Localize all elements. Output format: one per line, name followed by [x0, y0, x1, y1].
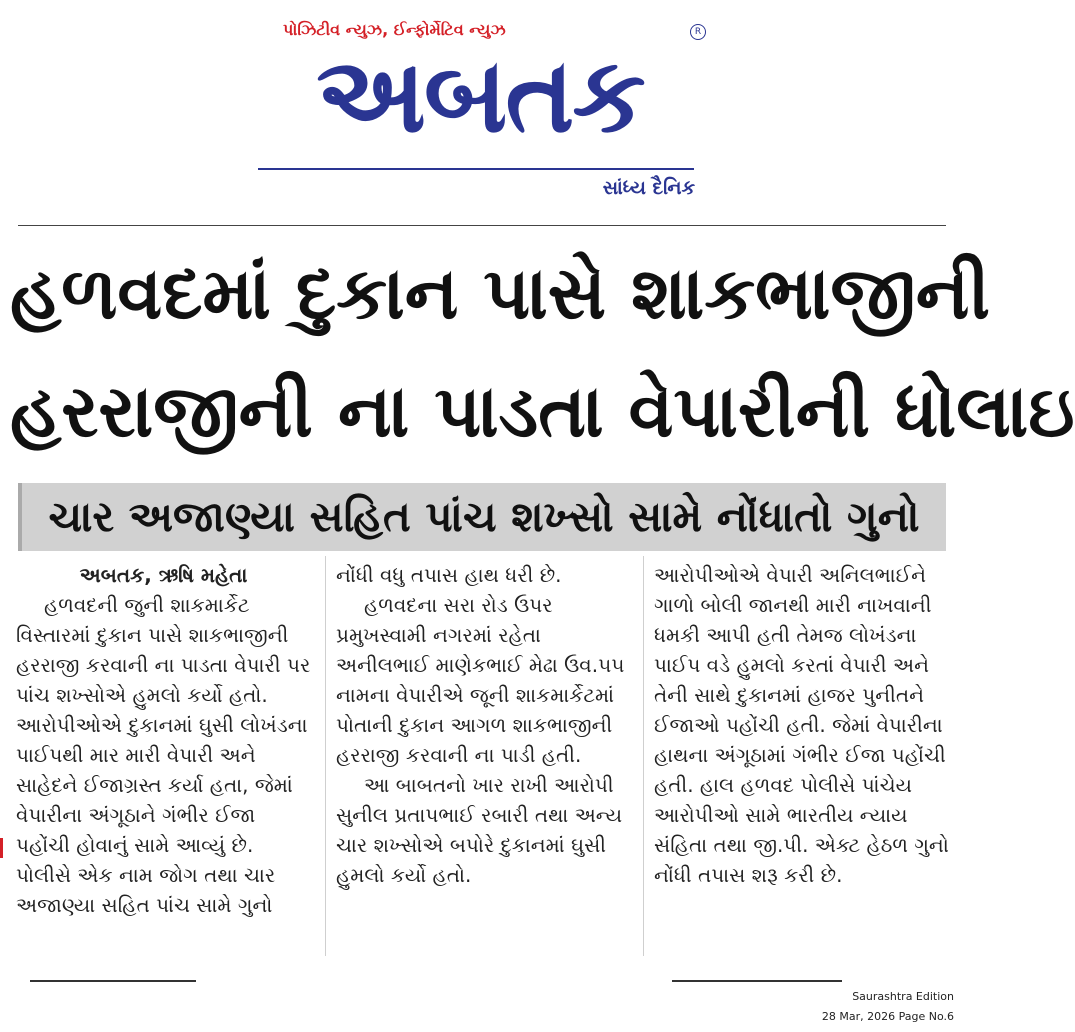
- headline-line-2: હરરાજીની ના પાડતા વેપારીની ધોલાઇ: [10, 369, 1075, 453]
- article-column-2: [336, 560, 631, 890]
- column-2-paragraph-1: નોંધી વધુ તપાસ હાથ ધરી છે.: [336, 563, 562, 587]
- column-3-paragraph: આરોપીઓએ વેપારી અનિલભાઈને ગાળો બોલી જાનથી મારી નાખવાની ધમકી આપી હતી તેમજ લોખંડના પાઈપ વડે હુમલો કરતાં વેપારી અને તેની સાથે દુકાનમાં હાજર પુનીતને ઈજાઓ પહોંચી હતી. જેમાં વેપારીના હાથના અંગૂઠામાં ગંભીર ઈજા પહોંચી હતી. હાલ હળવદ પોલીસે પાંચેય આરોપીઓ સામે ભારતીય ન્યાય સંહિતા તથા જી.પી. એક્ટ હેઠળ ગુનો નોંધી તપાસ શરૂ કરી છે.: [654, 563, 949, 887]
- article-column-1: [16, 560, 311, 920]
- end-rule-left: [30, 980, 196, 982]
- newspaper-logo: અબતક: [316, 34, 644, 156]
- date-page-label: 28 Mar, 2026 Page No.6: [821, 1010, 954, 1023]
- column-divider-2: [643, 556, 644, 956]
- edition-label: Saurashtra Edition: [852, 990, 954, 1003]
- column-2-paragraph-2: હળવદના સરા રોડ ઉપર પ્રમુખસ્વામી નગરમાં રહેતા અનીલભાઈ માણેકભાઈ મેઢા ઉવ.૫૫ નામના વેપારીએ જૂની શાકમાર્કેટમાં પોતાની દુકાન આગળ શાકભાજીની હરરાજી કરવાની ના પાડી હતી.: [336, 593, 625, 767]
- end-rule-right: [672, 980, 842, 982]
- column-divider-1: [325, 556, 326, 956]
- margin-marker: [0, 838, 3, 858]
- subheadline: ચાર અજાણ્યા સહિત પાંચ શખ્સો સામે નોંધાતો ગુનો: [18, 483, 946, 551]
- byline: અબતક, ઋષિ મહેતા: [79, 563, 248, 587]
- column-1-paragraph: હળવદની જુની શાકમાર્કેટ વિસ્તારમાં દુકાન પાસે શાકભાજીની હરરાજી કરવાની ના પાડતા વેપારી પર પાંચ શખ્સોએ હુમલો કર્યો હતો. આરોપીઓએ દુકાનમાં ઘુસી લોખંડના પાઈપથી માર મારી વેપારી અને સાહેદને ઈજાગ્રસ્ત કર્યા હતા, જેમાં વેપારીના અંગૂઠાને ગંભીર ઈજા પહોંચી હોવાનું સામે આવ્યું છે. પોલીસે એક નામ જોગ તથા ચાર અજાણ્યા સહિત પાંચ સામે ગુનો: [16, 593, 311, 917]
- logo-underline: [258, 168, 694, 170]
- masthead-subtitle: સાંધ્ય દૈનિક: [602, 177, 695, 199]
- registered-trademark-icon: R: [690, 24, 706, 40]
- header-divider: [18, 225, 946, 226]
- masthead-tagline: પોઝિટીવ ન્યુઝ, ઈન્ફોર્મેટિવ ન્યુઝ: [283, 20, 506, 39]
- headline-line-1: હળવદમાં દુકાન પાસે શાકભાજીની: [10, 251, 991, 335]
- column-2-paragraph-3: આ બાબતનો ખાર રાખી આરોપી સુનીલ પ્રતાપભાઈ રબારી તથા અન્ય ચાર શખ્સોએ બપોરે દુકાનમાં ઘુસી હુમલો કર્યો હતો.: [336, 773, 623, 887]
- article-column-3: [654, 560, 949, 890]
